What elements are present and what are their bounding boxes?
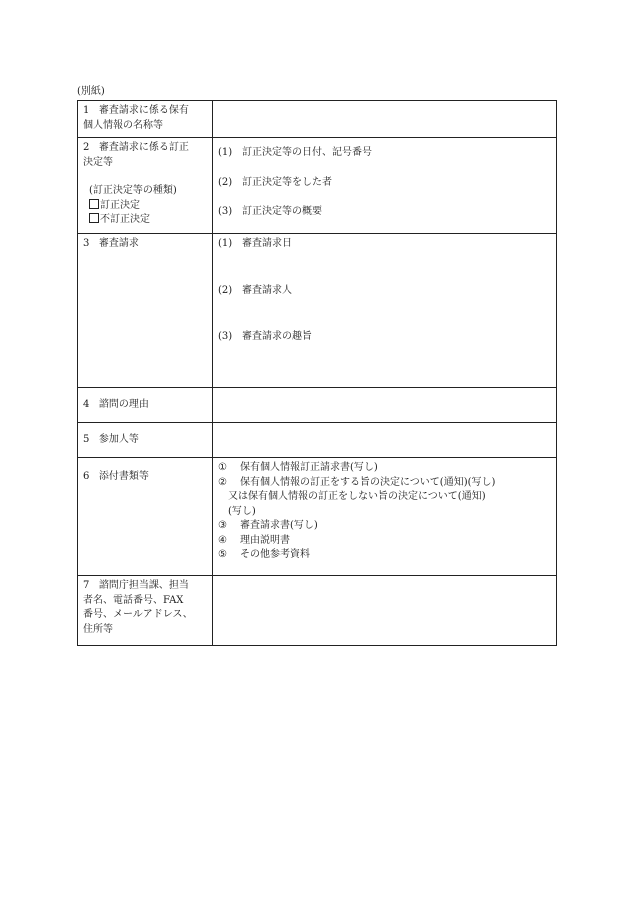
- request-item: (2) 審査請求人: [218, 284, 292, 296]
- request-item: (3) 審査請求の趣旨: [218, 331, 312, 342]
- row-personal-info-name: [78, 101, 557, 138]
- decision-item: (2) 訂正決定等をした者: [218, 176, 332, 188]
- row-participants: [78, 423, 557, 458]
- checkbox-icon[interactable]: [89, 213, 99, 223]
- row-value-cell: [213, 234, 557, 388]
- row-number: 2: [83, 142, 90, 153]
- row-label: 個人情報の名称等: [83, 119, 163, 131]
- row-label-cell: [78, 423, 213, 458]
- row-label-cell: [78, 138, 213, 234]
- row-contact-info: [78, 576, 557, 646]
- attachment-item: ③ 審査請求書(写し): [218, 520, 318, 531]
- decision-kind-heading: (訂正決定等の種類): [89, 185, 177, 196]
- row-label: 諮問の理由: [98, 399, 149, 411]
- row-number: 7: [83, 580, 90, 591]
- row-value-cell: [213, 138, 557, 234]
- row-label-cell: [78, 234, 213, 388]
- option-non-correction[interactable]: 不訂正決定: [83, 213, 207, 228]
- row-number: 6: [83, 471, 90, 482]
- row-correction-decision: [78, 138, 557, 234]
- attachment-item: ⑤ その他参考資料: [218, 549, 310, 560]
- row-value-cell: [213, 458, 557, 576]
- submission-form-table: [77, 100, 557, 646]
- row-label-cell: [78, 101, 213, 138]
- row-value-cell[interactable]: [213, 388, 557, 423]
- row-label: 決定等: [83, 156, 113, 168]
- decision-item: (3) 訂正決定等の概要: [218, 206, 322, 217]
- row-label: 住所等: [83, 623, 113, 635]
- row-number: 1: [83, 105, 90, 116]
- row-label: 者名、電話番号、FAX: [83, 594, 184, 606]
- row-label-cell: [78, 388, 213, 423]
- row-label: 参加人等: [98, 434, 139, 446]
- row-value-cell[interactable]: [213, 101, 557, 138]
- decision-item: (1) 訂正決定等の日付、記号番号: [218, 147, 372, 158]
- row-value-cell[interactable]: [213, 576, 557, 646]
- row-number: 3: [83, 238, 90, 249]
- attachment-item: ① 保有個人情報訂正請求書(写し): [218, 462, 378, 473]
- attachment-item: ② 保有個人情報の訂正をする旨の決定について(通知)(写し): [218, 476, 496, 488]
- request-item: (1) 審査請求日: [218, 238, 292, 249]
- row-number: 4: [83, 399, 90, 411]
- row-label: 審査請求に係る訂正: [98, 142, 189, 153]
- row-inquiry-reason: [78, 388, 557, 423]
- annex-label: (別紙): [77, 86, 105, 97]
- row-label: 審査請求: [98, 238, 139, 249]
- row-value-cell[interactable]: [213, 423, 557, 458]
- attachment-item: ④ 理由説明書: [218, 534, 290, 546]
- attachment-item-continued: 又は保有個人情報の訂正をしない旨の決定について(通知): [228, 491, 486, 502]
- attachment-item-continued: (写し): [228, 505, 256, 517]
- row-review-request: [78, 234, 557, 388]
- row-label: 審査請求に係る保有: [98, 105, 189, 116]
- row-number: 5: [83, 434, 90, 446]
- row-label: 諮問庁担当課、担当: [98, 580, 189, 591]
- row-label: 番号、メールアドレス、: [83, 609, 193, 620]
- option-correction[interactable]: 訂正決定: [83, 199, 207, 214]
- row-label-cell: [78, 576, 213, 646]
- row-label: 添付書類等: [98, 471, 149, 482]
- checkbox-icon[interactable]: [89, 199, 99, 209]
- row-attachments: [78, 458, 557, 576]
- row-label-cell: [78, 458, 213, 576]
